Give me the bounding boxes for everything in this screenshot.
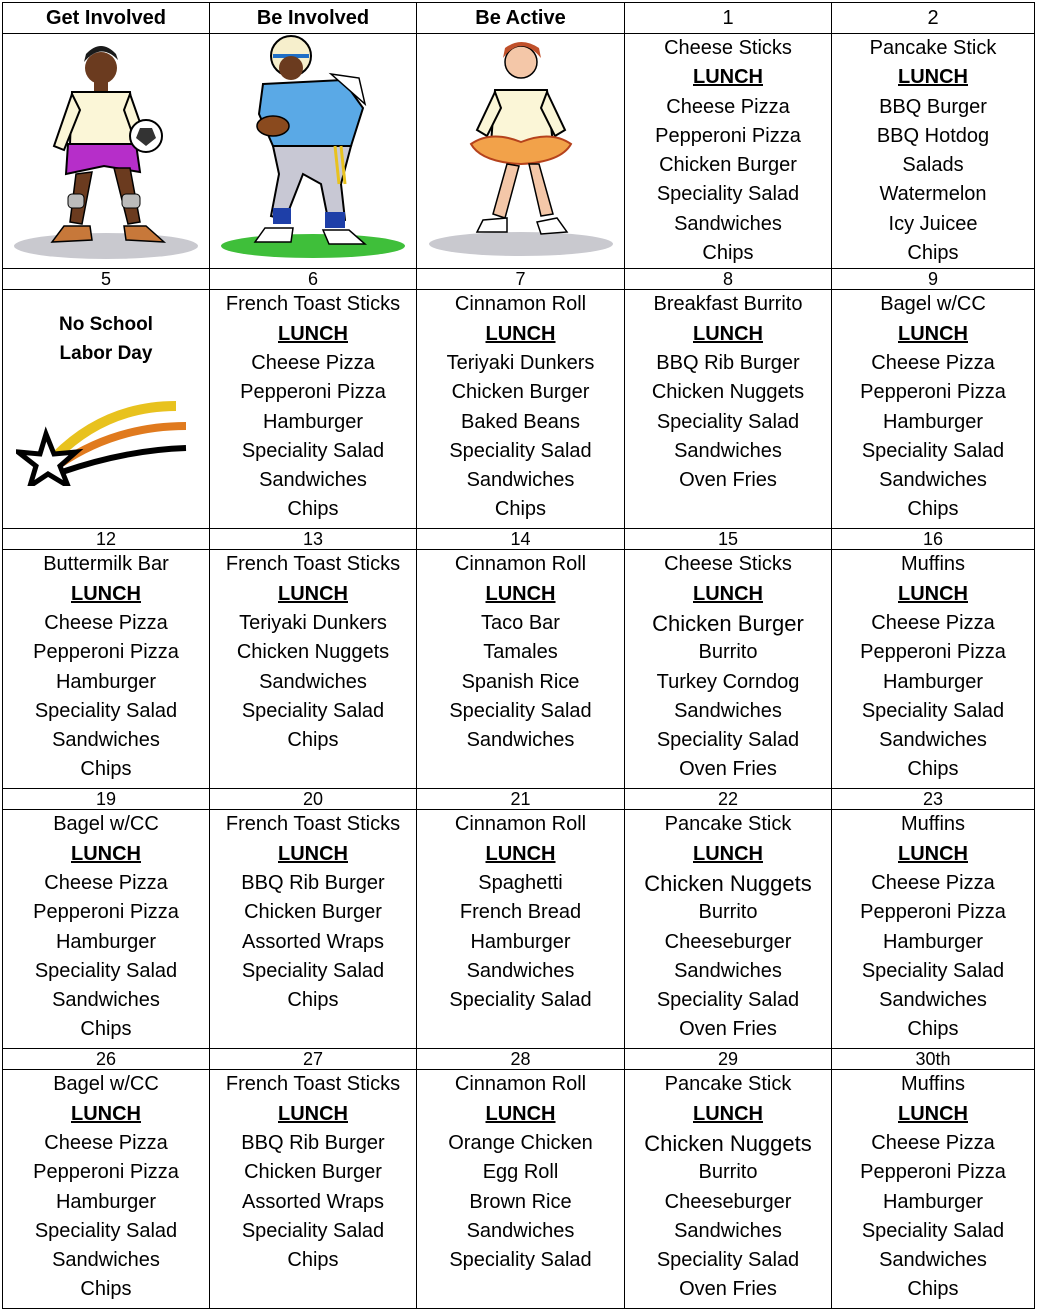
- breakfast-item: French Toast Sticks: [225, 293, 401, 316]
- cheerleader-clipart-icon: [421, 34, 621, 262]
- menu-item: Burrito: [698, 901, 758, 924]
- no-school-cell: [3, 290, 210, 529]
- football-player-cell: [210, 34, 417, 269]
- lunch-heading: LUNCH: [485, 842, 556, 865]
- breakfast-item: Buttermilk Bar: [43, 553, 169, 576]
- day-cell-7: [417, 290, 625, 529]
- menu-item: Sandwiches: [52, 1249, 160, 1272]
- menu-item: Cheeseburger: [664, 930, 792, 953]
- day-number: 13: [210, 529, 417, 550]
- menu-item: Speciality Salad: [34, 1219, 178, 1242]
- day-cell-16: [832, 550, 1035, 789]
- menu-item: Hamburger: [882, 410, 984, 433]
- menu-item: Hamburger: [882, 930, 984, 953]
- breakfast-item: French Toast Sticks: [225, 813, 401, 836]
- menu-item: Speciality Salad: [449, 989, 592, 1012]
- menu-item: Speciality Salad: [656, 989, 800, 1012]
- menu-item: Chicken Nuggets: [644, 1130, 812, 1156]
- breakfast-item: Cinnamon Roll: [454, 293, 587, 316]
- menu-item: Speciality Salad: [241, 439, 385, 462]
- lunch-heading: LUNCH: [898, 842, 968, 865]
- day-number: 22: [625, 789, 832, 810]
- menu-item: Pepperoni Pizza: [860, 381, 1006, 404]
- menu-item: Chicken Burger: [244, 1161, 382, 1184]
- day-cell-8: [625, 290, 832, 529]
- lunch-heading: LUNCH: [898, 582, 968, 605]
- day-number: 14: [417, 529, 625, 550]
- menu-item: Orange Chicken: [448, 1131, 593, 1154]
- menu-item: Chips: [80, 1278, 132, 1301]
- header-be-involved: Be Involved: [210, 3, 417, 34]
- menu-item: Pepperoni Pizza: [240, 381, 386, 404]
- day-number: 27: [210, 1049, 417, 1070]
- menu-item: Hamburger: [55, 1190, 157, 1213]
- menu-item: Sandwiches: [879, 469, 987, 492]
- menu-item: Chips: [287, 498, 339, 521]
- day-cell-13: [210, 550, 417, 789]
- menu-item: Pepperoni Pizza: [655, 124, 801, 147]
- menu-item: Speciality Salad: [656, 729, 800, 752]
- day-cell-20: [210, 810, 417, 1049]
- lunch-heading: LUNCH: [71, 582, 141, 605]
- menu-item: Taco Bar: [481, 611, 560, 634]
- week-2-numbers: [3, 269, 1035, 290]
- day-number: 2: [832, 3, 1035, 34]
- lunch-heading: LUNCH: [693, 322, 763, 345]
- day-cell-23: [832, 810, 1035, 1049]
- menu-item: BBQ Rib Burger: [241, 871, 385, 894]
- breakfast-item: Pancake Stick: [869, 37, 997, 59]
- day-number: 20: [210, 789, 417, 810]
- menu-item: Speciality Salad: [656, 1249, 800, 1272]
- menu-item: Chips: [494, 498, 547, 521]
- menu-item: Hamburger: [882, 1190, 984, 1213]
- menu-item: Chips: [907, 1278, 959, 1301]
- menu-item: Chips: [287, 729, 339, 752]
- header-be-active: Be Active: [417, 3, 625, 34]
- menu-item: Speciality Salad: [861, 699, 1005, 722]
- menu-item: Sandwiches: [674, 959, 782, 982]
- lunch-heading: LUNCH: [898, 322, 968, 345]
- lunch-heading: LUNCH: [278, 322, 348, 345]
- menu-item: Burrito: [698, 1161, 758, 1184]
- breakfast-item: Bagel w/CC: [53, 813, 159, 836]
- menu-item: Spaghetti: [478, 871, 563, 894]
- menu-item: Chips: [80, 758, 132, 781]
- day-number: 30th: [832, 1049, 1035, 1070]
- lunch-heading: LUNCH: [71, 842, 141, 865]
- menu-item: Speciality Salad: [449, 1249, 592, 1272]
- day-cell-22: [625, 810, 832, 1049]
- lunch-heading: LUNCH: [278, 1102, 348, 1125]
- menu-item: Cheese Pizza: [871, 1131, 995, 1154]
- menu-item: Turkey Corndog: [656, 670, 800, 693]
- menu-item: French Bread: [459, 901, 582, 924]
- menu-item: Sandwiches: [879, 989, 987, 1012]
- day-cell-14: [417, 550, 625, 789]
- lunch-menu-calendar: [2, 2, 1035, 1309]
- breakfast-item: Muffins: [900, 813, 966, 836]
- lunch-heading: LUNCH: [898, 1102, 968, 1125]
- menu-item: Egg Roll: [482, 1161, 559, 1184]
- menu-item: Speciality Salad: [34, 699, 178, 722]
- day-cell-28: [417, 1070, 625, 1309]
- menu-item: Sandwiches: [259, 469, 367, 492]
- menu-item: Chicken Nuggets: [236, 641, 390, 664]
- menu-item: Sandwiches: [466, 1219, 575, 1242]
- menu-item: Speciality Salad: [241, 959, 385, 982]
- menu-item: Chicken Nuggets: [644, 870, 812, 896]
- menu-item: Salads: [902, 154, 964, 177]
- day-number: 28: [417, 1049, 625, 1070]
- day-number: 7: [417, 269, 625, 290]
- day-cell-1: [625, 34, 832, 269]
- menu-item: Chips: [907, 758, 959, 781]
- menu-item: Pepperoni Pizza: [33, 1161, 179, 1184]
- breakfast-item: Pancake Stick: [664, 813, 792, 836]
- lunch-heading: LUNCH: [278, 842, 348, 865]
- labor-day-label: Labor Day: [59, 343, 153, 365]
- breakfast-item: Muffins: [900, 553, 966, 576]
- menu-item: Tamales: [483, 641, 558, 664]
- lunch-heading: LUNCH: [278, 582, 348, 605]
- menu-item: BBQ Rib Burger: [241, 1131, 385, 1154]
- menu-item: Hamburger: [55, 670, 157, 693]
- menu-item: Chicken Nuggets: [651, 381, 805, 404]
- menu-item: Oven Fries: [679, 1018, 777, 1041]
- day-number: 23: [832, 789, 1035, 810]
- menu-item: Assorted Wraps: [242, 930, 384, 953]
- day-cell-29: [625, 1070, 832, 1309]
- menu-item: Cheese Pizza: [251, 351, 375, 374]
- week-3-row: [3, 550, 1035, 789]
- menu-item: Teriyaki Dunkers: [239, 611, 387, 634]
- breakfast-item: French Toast Sticks: [225, 553, 401, 576]
- menu-item: Pepperoni Pizza: [860, 901, 1006, 924]
- day-number: 19: [3, 789, 210, 810]
- lunch-heading: LUNCH: [485, 1102, 556, 1125]
- lunch-heading: LUNCH: [898, 66, 968, 89]
- menu-item: Speciality Salad: [34, 959, 178, 982]
- day-number: 1: [625, 3, 832, 34]
- menu-item: Hamburger: [470, 930, 571, 953]
- day-number: 29: [625, 1049, 832, 1070]
- menu-item: Assorted Wraps: [242, 1190, 384, 1213]
- breakfast-item: Muffins: [900, 1073, 966, 1096]
- week-4-numbers: [3, 789, 1035, 810]
- menu-item: Speciality Salad: [656, 183, 800, 206]
- menu-item: Chicken Burger: [659, 154, 797, 177]
- menu-item: Speciality Salad: [861, 959, 1005, 982]
- menu-item: Pepperoni Pizza: [33, 641, 179, 664]
- menu-item: Chips: [907, 1018, 959, 1041]
- breakfast-item: French Toast Sticks: [225, 1073, 401, 1096]
- menu-item: Cheese Pizza: [871, 351, 995, 374]
- day-cell-19: [3, 810, 210, 1049]
- menu-item: Speciality Salad: [449, 699, 592, 722]
- menu-item: Pepperoni Pizza: [33, 901, 179, 924]
- menu-item: Icy Juicee: [888, 212, 978, 235]
- day-number: 16: [832, 529, 1035, 550]
- day-cell-12: [3, 550, 210, 789]
- day-cell-26: [3, 1070, 210, 1309]
- week-3-numbers: [3, 529, 1035, 550]
- day-number: 21: [417, 789, 625, 810]
- menu-item: Cheese Pizza: [666, 95, 790, 118]
- menu-item: Pepperoni Pizza: [860, 641, 1006, 664]
- day-number: 15: [625, 529, 832, 550]
- menu-item: Speciality Salad: [241, 1219, 385, 1242]
- menu-item: Cheese Pizza: [44, 871, 168, 894]
- menu-item: Brown Rice: [469, 1190, 572, 1213]
- menu-item: Pepperoni Pizza: [860, 1161, 1006, 1184]
- breakfast-item: Pancake Stick: [664, 1073, 792, 1096]
- shooting-star-icon: [16, 386, 196, 486]
- menu-item: Chips: [287, 1249, 339, 1272]
- day-number: 6: [210, 269, 417, 290]
- soccer-girl-cell: [3, 34, 210, 269]
- day-cell-9: [832, 290, 1035, 529]
- menu-item: Sandwiches: [674, 699, 782, 722]
- day-number: 12: [3, 529, 210, 550]
- menu-item: BBQ Hotdog: [876, 124, 990, 147]
- menu-item: Sandwiches: [52, 989, 160, 1012]
- day-number: 9: [832, 269, 1035, 290]
- menu-item: Speciality Salad: [656, 410, 800, 433]
- menu-item: Sandwiches: [466, 959, 575, 982]
- menu-item: Hamburger: [882, 670, 984, 693]
- menu-item: Teriyaki Dunkers: [446, 351, 595, 374]
- day-cell-2: [832, 34, 1035, 269]
- day-cell-6: [210, 290, 417, 529]
- breakfast-item: Cinnamon Roll: [454, 1073, 587, 1096]
- lunch-heading: LUNCH: [693, 842, 763, 865]
- menu-item: Chips: [907, 498, 959, 521]
- menu-item: Burrito: [698, 641, 758, 664]
- menu-item: Watermelon: [879, 183, 987, 206]
- menu-item: Chicken Burger: [652, 610, 804, 636]
- menu-item: Chips: [702, 242, 754, 265]
- football-player-clipart-icon: [213, 34, 413, 262]
- menu-item: Hamburger: [55, 930, 157, 953]
- menu-item: BBQ Rib Burger: [656, 351, 800, 374]
- week-5-row: [3, 1070, 1035, 1309]
- lunch-heading: LUNCH: [485, 582, 556, 605]
- week-5-numbers: [3, 1049, 1035, 1070]
- menu-item: Cheese Pizza: [871, 871, 995, 894]
- menu-item: Sandwiches: [466, 729, 575, 752]
- header-row: [3, 3, 1035, 34]
- menu-item: Cheese Pizza: [44, 611, 168, 634]
- day-number: 8: [625, 269, 832, 290]
- week-4-row: [3, 810, 1035, 1049]
- day-cell-21: [417, 810, 625, 1049]
- menu-item: Chicken Burger: [244, 901, 382, 924]
- day-number: 5: [3, 269, 210, 290]
- menu-item: Sandwiches: [674, 212, 782, 235]
- menu-item: Baked Beans: [461, 410, 580, 433]
- menu-item: Chicken Burger: [451, 381, 590, 404]
- menu-item: BBQ Burger: [879, 95, 987, 118]
- lunch-heading: LUNCH: [693, 1102, 763, 1125]
- menu-item: Speciality Salad: [861, 439, 1005, 462]
- breakfast-item: Cinnamon Roll: [454, 813, 587, 836]
- week-1-row: [3, 34, 1035, 269]
- menu-item: Sandwiches: [879, 729, 987, 752]
- menu-item: Speciality Salad: [241, 699, 385, 722]
- breakfast-item: Cheese Sticks: [664, 37, 792, 59]
- soccer-girl-clipart-icon: [6, 34, 206, 262]
- lunch-heading: LUNCH: [693, 582, 763, 605]
- menu-item: Cheese Pizza: [44, 1131, 168, 1154]
- lunch-heading: LUNCH: [71, 1102, 141, 1125]
- breakfast-item: Cinnamon Roll: [454, 553, 587, 576]
- breakfast-item: Cheese Sticks: [664, 553, 792, 576]
- day-cell-30: [832, 1070, 1035, 1309]
- menu-item: Sandwiches: [674, 439, 782, 462]
- day-cell-15: [625, 550, 832, 789]
- menu-item: Chips: [907, 242, 959, 265]
- menu-item: Chips: [287, 989, 339, 1012]
- menu-item: Sandwiches: [52, 729, 160, 752]
- day-cell-27: [210, 1070, 417, 1309]
- menu-item: Hamburger: [262, 410, 364, 433]
- menu-item: Oven Fries: [679, 1278, 777, 1301]
- menu-item: Cheeseburger: [664, 1190, 792, 1213]
- day-number: 26: [3, 1049, 210, 1070]
- cheerleader-cell: [417, 34, 625, 269]
- menu-item: Sandwiches: [466, 469, 575, 492]
- breakfast-item: Breakfast Burrito: [653, 293, 803, 316]
- menu-item: Sandwiches: [879, 1249, 987, 1272]
- breakfast-item: Bagel w/CC: [53, 1073, 159, 1096]
- breakfast-item: Bagel w/CC: [880, 293, 986, 316]
- menu-item: Cheese Pizza: [871, 611, 995, 634]
- week-2-row: [3, 290, 1035, 529]
- menu-item: Speciality Salad: [861, 1219, 1005, 1242]
- menu-item: Speciality Salad: [449, 439, 592, 462]
- menu-item: Chips: [80, 1018, 132, 1041]
- menu-item: Oven Fries: [679, 469, 777, 492]
- menu-item: Sandwiches: [674, 1219, 782, 1242]
- lunch-heading: LUNCH: [485, 322, 556, 345]
- no-school-label: No School: [59, 314, 153, 336]
- menu-item: Sandwiches: [259, 670, 367, 693]
- menu-item: Oven Fries: [679, 758, 777, 781]
- header-get-involved: Get Involved: [3, 3, 210, 34]
- menu-item: Spanish Rice: [461, 670, 580, 693]
- lunch-heading: LUNCH: [693, 66, 763, 89]
